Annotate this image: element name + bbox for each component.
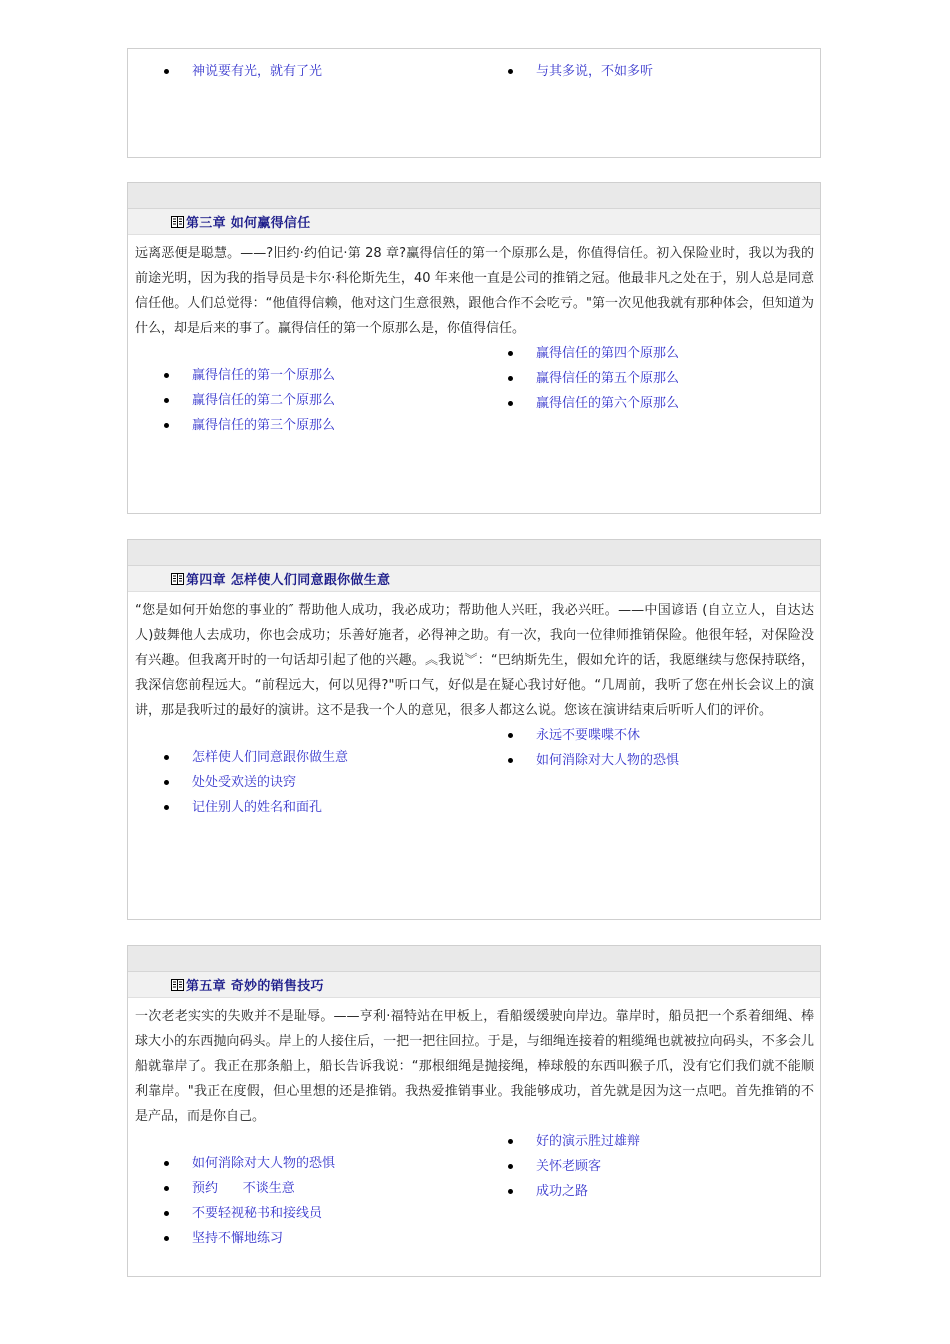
chapter-link[interactable]: 记住别人的姓名和面孔: [192, 800, 323, 815]
section-intro: “您是如何开始您的事业的″ 帮助他人成功，我必成功；帮助他人兴旺，我必兴旺。——中国谚语 (自立立人，自达达人)鼓舞他人去成功，你也会成功；乐善好施者，必得神之助。有一次，我向一位律师推销保险。他很年轻，对保险没有兴趣。但我离开时的一句话却引起了他的兴趣。︽我说︾：“巴纳斯先生，假如允许的话，我愿继续与您保持联络，我深信您前程远大。“前程远大，何以见得?"听口气，好似是在疑心我讨好他。“几周前，我听了您在州长会议上的演讲，那是我听过的最好的演讲。这不是我一个人的意见，很多人都这么说。您该在演讲结束后听听人们的评价。: [135, 603, 814, 718]
bullet-icon: [164, 755, 169, 760]
list-item: [164, 770, 348, 795]
link-list-right: [508, 341, 679, 416]
bullet-icon: [508, 1139, 513, 1144]
section-title: 第五章 奇妙的销售技巧: [186, 979, 324, 994]
bullet-icon: [508, 351, 513, 356]
book-icon: [171, 216, 184, 228]
bullet-icon: [164, 423, 169, 428]
bullet-icon: [508, 1189, 513, 1194]
bullet-icon: [164, 1161, 169, 1166]
list-item: [508, 723, 679, 748]
link-columns: [128, 341, 820, 451]
chapter-link[interactable]: 赢得信任的第四个原那么: [536, 346, 680, 361]
chapter-link[interactable]: 成功之路: [536, 1184, 589, 1199]
list-item: [164, 413, 335, 438]
book-icon: [171, 979, 184, 991]
chapter-link[interactable]: 处处受欢送的诀窍: [192, 775, 297, 790]
link-columns: [128, 49, 820, 157]
link-list-left: [164, 1151, 335, 1251]
chapter-link[interactable]: 怎样使人们同意跟你做生意: [192, 750, 349, 765]
list-item: [508, 341, 679, 366]
section-box-chapter-3: [127, 182, 821, 514]
bullet-icon: [164, 1211, 169, 1216]
section-box-top: [127, 48, 821, 158]
chapter-link[interactable]: 预约 不谈生意: [192, 1181, 295, 1196]
link-list-right: [508, 59, 653, 84]
section-header-bar: [128, 183, 820, 209]
chapter-link[interactable]: 赢得信任的第六个原那么: [536, 396, 680, 411]
section-title: 第四章 怎样使人们同意跟你做生意: [186, 573, 391, 588]
bullet-icon: [508, 69, 513, 74]
list-item: [508, 366, 679, 391]
section-title-bar: [128, 972, 820, 998]
list-item: [164, 1201, 335, 1226]
bullet-icon: [164, 69, 169, 74]
list-item: [164, 363, 335, 388]
chapter-link[interactable]: 关怀老顾客: [536, 1159, 602, 1174]
list-item: [164, 388, 335, 413]
section-intro: 远离恶便是聪慧。——?旧约·约伯记·第 28 章?赢得信任的第一个原那么是，你值得信任。初入保险业时，我以为我的前途光明，因为我的指导员是卡尔·科伦斯先生，40 年来他一直是公司的推销之冠。他最非凡之处在于，别人总是同意信任他。人们总觉得：“他值得信赖，他对这门生意很熟，跟他合作不会吃亏。"第一次见他我就有那种体会，但知道为什么，却是后来的事了。赢得信任的第一个原那么是，你值得信任。: [135, 246, 814, 336]
chapter-link[interactable]: 永远不要喋喋不休: [536, 728, 641, 743]
bullet-icon: [508, 376, 513, 381]
list-item: [508, 391, 679, 416]
section-header-bar: [128, 540, 820, 566]
list-item: [164, 1151, 335, 1176]
chapter-link[interactable]: 赢得信任的第一个原那么: [192, 368, 336, 383]
bullet-icon: [164, 780, 169, 785]
link-list-left: [164, 59, 322, 84]
section-box-chapter-4: [127, 539, 821, 920]
link-list-left: [164, 363, 335, 438]
chapter-link[interactable]: 坚持不懈地练习: [192, 1231, 284, 1246]
list-item: [164, 1226, 335, 1251]
link-columns: [128, 1129, 820, 1246]
chapter-link[interactable]: 如何消除对大人物的恐惧: [192, 1156, 336, 1171]
list-item: [508, 1179, 640, 1204]
bullet-icon: [508, 1164, 513, 1169]
link-columns: [128, 723, 820, 833]
list-item: [508, 1129, 640, 1154]
bullet-icon: [164, 1236, 169, 1241]
chapter-link[interactable]: 赢得信任的第三个原那么: [192, 418, 336, 433]
bullet-icon: [508, 733, 513, 738]
bullet-icon: [508, 758, 513, 763]
chapter-link[interactable]: 与其多说，不如多听: [536, 64, 654, 79]
section-intro: 一次老老实实的失败并不是耻辱。——亨利·福特站在甲板上，看船缓缓驶向岸边。靠岸时，船员把一个系着细绳、棒球大小的东西抛向码头。岸上的人接住后，一把一把往回拉。于是，与细绳连接着的粗缆绳也就被拉向码头，不多会儿船就靠岸了。我正在那条船上，船长告诉我说：“那根细绳是抛接绳，棒球般的东西叫猴子爪，没有它们我们就不能顺利靠岸。"我正在度假，但心里想的还是推销。我热爱推销事业。我能够成功，首先就是因为这一点吧。首先推销的不是产品，而是你自己。: [135, 1009, 814, 1124]
chapter-link[interactable]: 神说要有光，就有了光: [192, 64, 323, 79]
bullet-icon: [508, 401, 513, 406]
list-item: [164, 59, 322, 84]
list-item: [508, 748, 679, 773]
section-title-bar: [128, 566, 820, 592]
link-list-right: [508, 1129, 640, 1204]
list-item: [164, 1176, 335, 1201]
section-title-bar: [128, 209, 820, 235]
list-item: [508, 1154, 640, 1179]
link-list-right: [508, 723, 679, 773]
chapter-link[interactable]: 赢得信任的第二个原那么: [192, 393, 336, 408]
list-item: [164, 745, 348, 770]
chapter-link[interactable]: 不要轻视秘书和接线员: [192, 1206, 323, 1221]
section-box-chapter-5: [127, 945, 821, 1277]
list-item: [508, 59, 653, 84]
list-item: [164, 795, 348, 820]
link-list-left: [164, 745, 348, 820]
chapter-link[interactable]: 如何消除对大人物的恐惧: [536, 753, 680, 768]
chapter-link[interactable]: 好的演示胜过雄辩: [536, 1134, 641, 1149]
chapter-link[interactable]: 赢得信任的第五个原那么: [536, 371, 680, 386]
bullet-icon: [164, 398, 169, 403]
bullet-icon: [164, 373, 169, 378]
bullet-icon: [164, 805, 169, 810]
bullet-icon: [164, 1186, 169, 1191]
section-header-bar: [128, 946, 820, 972]
book-icon: [171, 573, 184, 585]
section-title: 第三章 如何赢得信任: [186, 216, 311, 231]
